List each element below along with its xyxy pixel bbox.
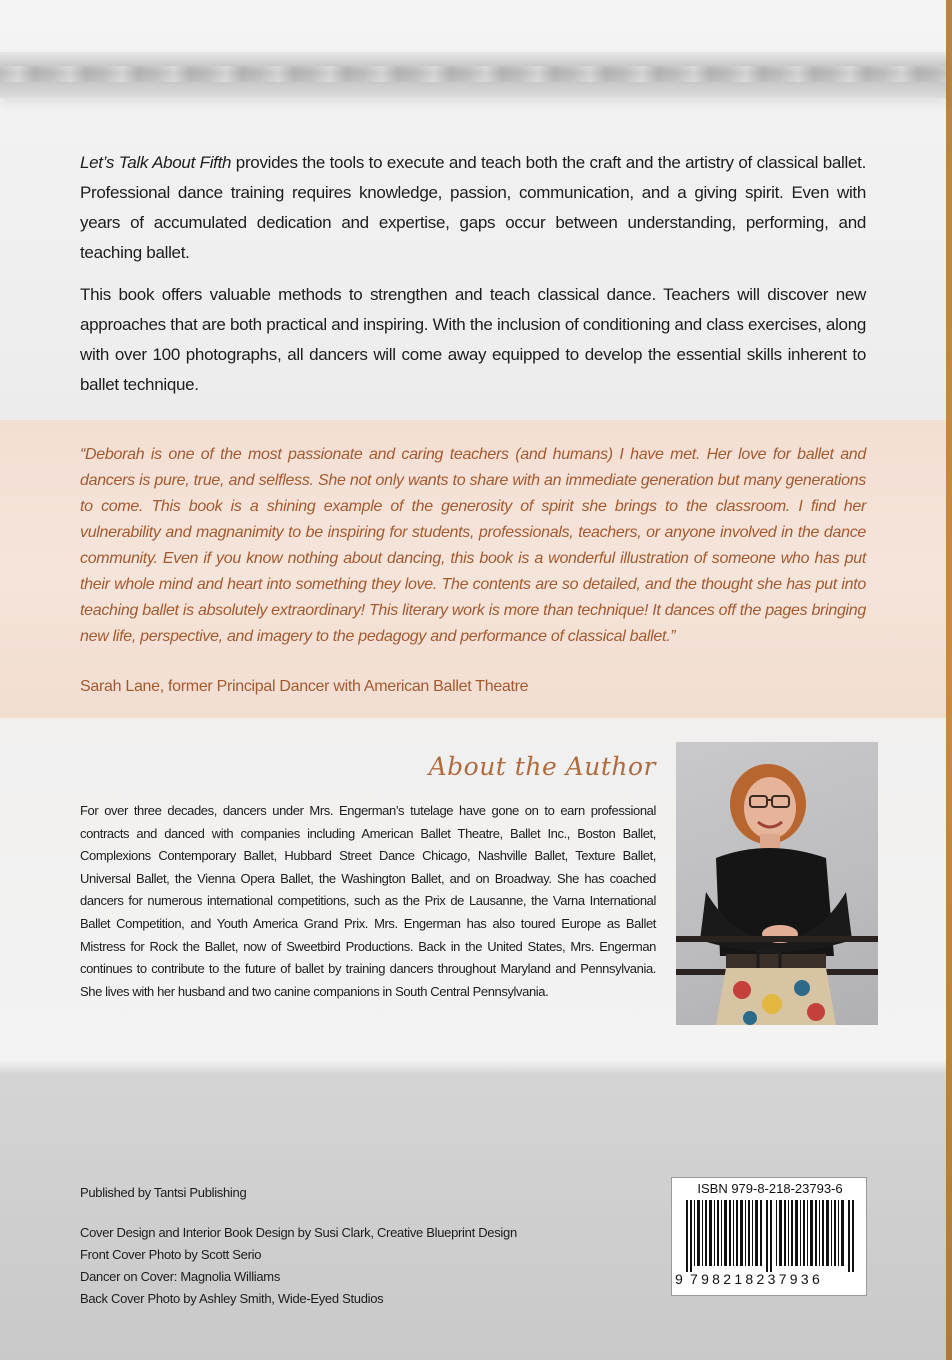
description-paragraph-1-text: provides the tools to execute and teach both the craft and the artistry of classical ballet. Professional dance training requires knowledge, passion, communication, and a giving spirit. Even with years of accumulated dedication and expertise, gaps occur between understanding, performing, and teaching ballet. — [80, 153, 866, 262]
author-photo-illustration — [676, 742, 878, 1025]
barre-texture — [0, 66, 946, 82]
about-author-heading: About the Author — [428, 752, 656, 781]
book-description — [80, 148, 866, 412]
credit-line: Cover Design and Interior Book Design by Susi Clark, Creative Blueprint Design — [80, 1225, 517, 1240]
cover-right-edge — [946, 0, 952, 1360]
credit-line: Front Cover Photo by Scott Serio — [80, 1247, 262, 1262]
description-paragraph-1 — [80, 148, 866, 268]
about-author-text: For over three decades, dancers under Mrs. Engerman’s tutelage have gone on to earn professional contracts and danced with companies including American Ballet Theatre, Ballet Inc., Boston Ballet, Complexions Contemporary Ballet, Hubbard Street Dance Chicago, Nashville Ballet, Texture Ballet, Universal Ballet, the Vienna Opera Ballet, the Washington Ballet, and on Broadway. She has coached dancers for numerous international competitions, such as the Prix de Lausanne, the Varna International Ballet Competition, and Youth America Grand Prix. Mrs. Engerman has also toured Europe as Ballet Mistress for Rock the Ballet, now of Sweetbird Productions. Back in the United States, Mrs. Engerman continues to contribute to the future of ballet by training dancers throughout Maryland and Pennsylvania. She lives with her husband and two canine companions in South Central Pennsylvania. — [80, 803, 656, 999]
barcode-number: 798218237936 — [690, 1271, 824, 1287]
description-paragraph-2: This book offers valuable methods to strengthen and teach classical dance. Teachers will discover new approaches that are both practical and inspiring. With the inclusion of conditioning and class exercises, along with over 100 photographs, all dancers will come away equipped to develop the essential skills inherent to ballet technique. — [80, 285, 867, 394]
author-photo — [676, 742, 878, 1025]
book-title-italic: Let’s Talk About Fifth — [80, 153, 232, 172]
isbn-barcode — [671, 1177, 867, 1296]
isbn-label: ISBN 979-8-218-23793-6 — [697, 1181, 843, 1196]
ballet-barre-image — [0, 52, 946, 98]
barcode-lead-digit: 9 — [675, 1271, 683, 1287]
credit-line: Dancer on Cover: Magnolia Williams — [80, 1269, 281, 1284]
publisher-line: Published by Tantsi Publishing — [80, 1185, 247, 1200]
testimonial-quote: “Deborah is one of the most passionate and caring teachers (and humans) I have met. Her love for ballet and dancers is pure, true, and selfless. She not only wants to share with an immediate generation but many generations to come. This book is a shining example of the generosity of spirit she brings to the classroom. I find her vulnerability and magnanimity to be inspiring for students, professionals, teachers, or anyone involved in the dance community. Even if you know nothing about dancing, this book is a wonderful illustration of someone who has put their whole mind and heart into something they love. The contents are so detailed, and the thought she has put into teaching ballet is absolutely extraordinary! This literary work is more than technique! It dances off the pages bringing new life, perspective, and imagery to the pedagogy and performance of classical ballet.” — [80, 446, 866, 645]
testimonial-attribution: Sarah Lane, former Principal Dancer with American Ballet Theatre — [80, 678, 529, 695]
barcode-bars — [680, 1200, 860, 1272]
credit-line: Back Cover Photo by Ashley Smith, Wide-Eyed Studios — [80, 1291, 384, 1306]
credits-block — [80, 1182, 600, 1310]
